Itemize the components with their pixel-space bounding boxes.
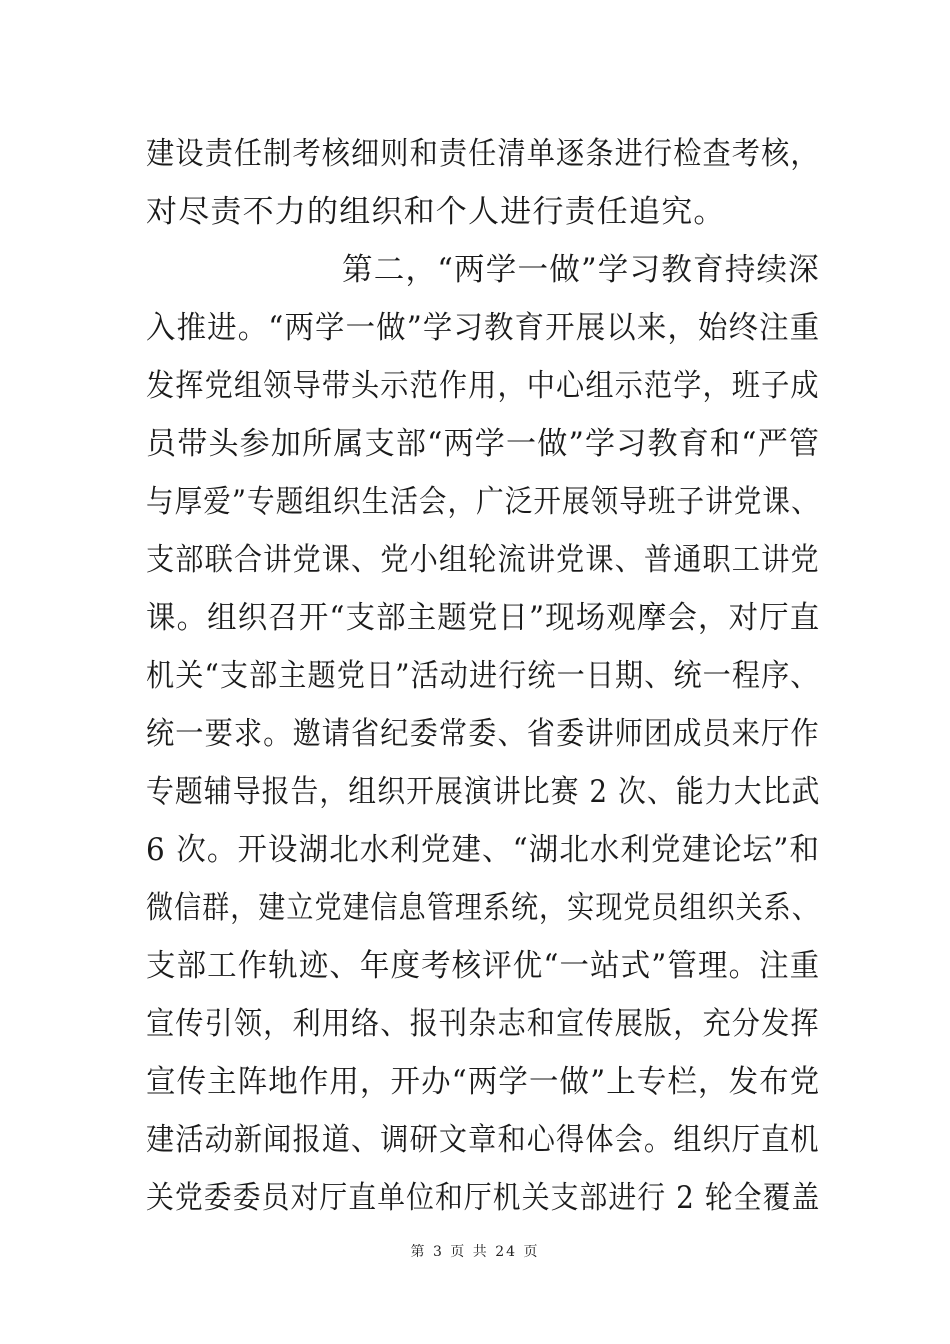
body-text-line: 入推进。“两学一做”学习教育开展以来，始终注重: [146, 310, 821, 346]
body-text-line: 统一要求。邀请省纪委常委、省委讲师团成员来厅作: [146, 716, 820, 752]
paragraph-start-line: 第二，“两学一做”学习教育持续深: [342, 252, 820, 288]
body-text-line: 支部工作轨迹、年度考核评优“一站式”管理。注重: [146, 948, 821, 984]
body-text-line: 建活动新闻报道、调研文章和心得体会。组织厅直机: [146, 1122, 820, 1158]
body-text-line: 对尽责不力的组织和个人进行责任追究。: [146, 194, 726, 230]
body-text-line: 专题辅导报告，组织开展演讲比赛 2 次、能力大比武: [146, 774, 821, 810]
body-text-line: 课。组织召开“支部主题党日”现场观摩会，对厅直: [146, 600, 821, 636]
body-text-line: 发挥党组领导带头示范作用，中心组示范学，班子成: [146, 368, 820, 404]
page-number-footer: 第 3 页 共 24 页: [410, 1244, 540, 1260]
body-text-line: 宣传主阵地作用，开办“两学一做”上专栏，发布党: [146, 1064, 821, 1100]
body-text-line: 6 次。开设湖北水利党建、“湖北水利党建论坛”和: [146, 832, 821, 868]
body-text-line: 关党委委员对厅直单位和厅机关支部进行 2 轮全覆盖: [146, 1180, 821, 1216]
body-text-line: 支部联合讲党课、党小组轮流讲党课、普通职工讲党: [146, 542, 820, 578]
body-text-line: 宣传引领，利用络、报刊杂志和宣传展版，充分发挥: [146, 1006, 820, 1042]
body-text-line: 微信群，建立党建信息管理系统，实现党员组织关系、: [146, 890, 820, 926]
body-text-line: 与厚爱”专题组织生活会，广泛开展领导班子讲党课、: [146, 484, 820, 520]
body-text-line: 建设责任制考核细则和责任清单逐条进行检查考核，: [146, 136, 820, 172]
body-text-line: 机关“支部主题党日”活动进行统一日期、统一程序、: [146, 658, 820, 694]
body-text-line: 员带头参加所属支部“两学一做”学习教育和“严管: [146, 426, 821, 462]
